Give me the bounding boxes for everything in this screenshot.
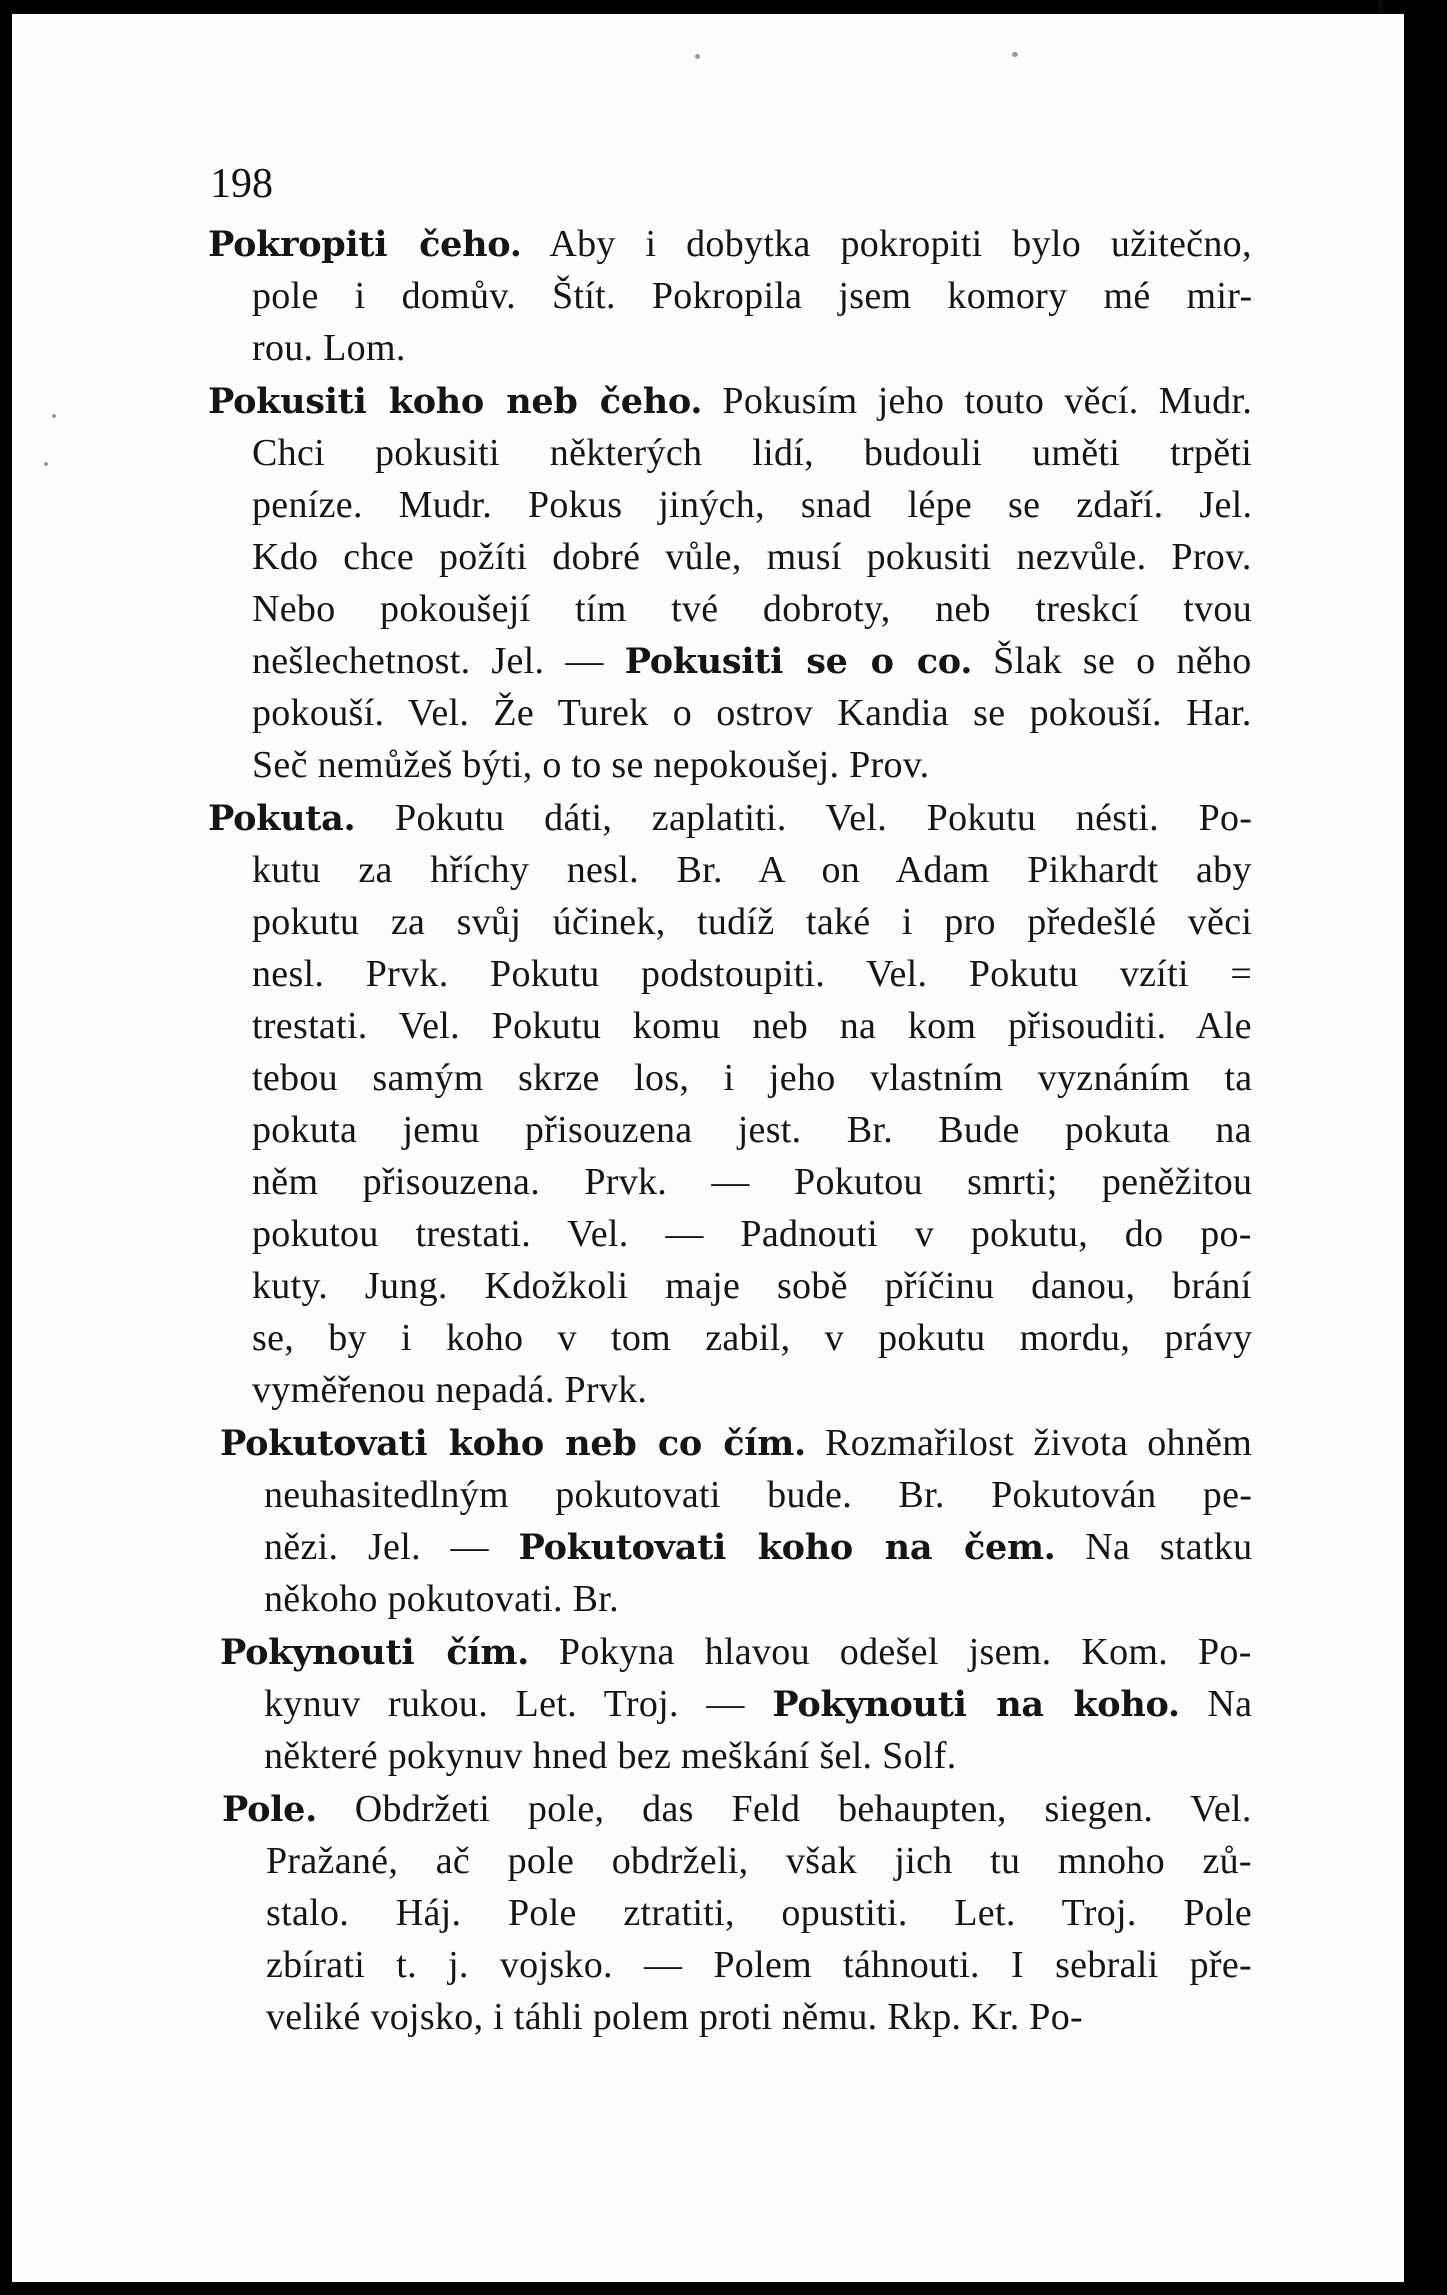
entry-headword-line: [208, 218, 1252, 271]
text-run: nesl. Prvk. Pokutu podstoupiti. Vel. Pokutu vzíti =: [252, 953, 1253, 995]
entry-text-line: [252, 844, 1252, 896]
text-run: veliké vojsko, i táhli polem proti němu. Rkp. Kr. Po-: [266, 1996, 1083, 2038]
text-run: něm přisouzena. Prvk. — Pokutou smrti; peněžitou: [252, 1161, 1253, 1203]
entry-text-line: [252, 635, 1252, 688]
text-run: kynuv rukou. Let. Troj. —: [264, 1683, 773, 1725]
entry-text-line: [252, 1000, 1252, 1052]
text-run: pole i domův. Štít. Pokropila jsem komory mé mir-: [252, 275, 1253, 317]
text-run: Rozmařilost života ohněm: [805, 1422, 1253, 1464]
entry-text-line: [252, 479, 1252, 531]
text-run: pokuta jemu přisouzena jest. Br. Bude pokuta na: [252, 1109, 1252, 1151]
entry-text-line: [252, 1052, 1252, 1104]
entry-headword-line: [220, 1417, 1252, 1470]
entry-text-line: [252, 1156, 1252, 1208]
headword: Pokynouti čím.: [220, 1632, 529, 1673]
entry-text-line: [252, 896, 1252, 948]
headword: Pokropiti čeho.: [208, 224, 522, 265]
entry-headword-line: [220, 1626, 1252, 1679]
text-run: pokouší. Vel. Že Turek o ostrov Kandia se pokouší. Har.: [252, 692, 1252, 734]
entry-text-line: [252, 948, 1252, 1000]
text-run: vyměřenou nepadá. Prvk.: [252, 1369, 648, 1411]
entry-headword-line: [208, 792, 1252, 845]
entry-text-line: [252, 687, 1252, 739]
text-run: se, by i koho v tom zabil, v pokutu mordu, právy: [252, 1317, 1253, 1359]
text-run: Pokutu dáti, zaplatiti. Vel. Pokutu nésti. Po-: [355, 797, 1253, 839]
text-run: tebou samým skrze los, i jeho vlastním vyznáním ta: [252, 1057, 1253, 1099]
text-run: kutu za hříchy nesl. Br. A on Adam Pikhardt aby: [252, 849, 1252, 891]
text-run: Pokusím jeho touto věcí. Mudr.: [702, 380, 1253, 422]
text-run: Chci pokusiti některých lidí, budouli uměti trpěti: [252, 432, 1253, 474]
entry-text-line: [264, 1678, 1252, 1731]
headword: Pokynouti na koho.: [772, 1684, 1180, 1725]
text-run: Šlak se o něho: [972, 640, 1252, 682]
text-run: Na: [1179, 1683, 1253, 1725]
text-run: některé pokynuv hned bez meškání šel. Solf.: [264, 1735, 957, 1777]
text-run: Kdo chce požíti dobré vůle, musí pokusiti nezvůle. Prov.: [252, 536, 1252, 578]
text-run: někoho pokutovati. Br.: [264, 1578, 619, 1620]
entry-headword-line: [208, 375, 1252, 428]
text-run: Seč nemůžeš býti, o to se nepokoušej. Prov.: [252, 744, 930, 786]
entry-text-line: [252, 1104, 1252, 1156]
text-run: stalo. Háj. Pole ztratiti, opustiti. Let. Troj. Pole: [266, 1892, 1253, 1934]
entry-text-line: [252, 1260, 1252, 1312]
entry-text-line: [264, 1730, 957, 1782]
headword: Pokusiti koho neb čeho.: [208, 381, 703, 422]
text-run: Na statku: [1055, 1526, 1253, 1568]
text-run: rou. Lom.: [252, 327, 406, 369]
text-run: nězi. Jel. —: [264, 1526, 519, 1568]
text-run: nešlechetnost. Jel. —: [252, 640, 625, 682]
headword: Pole.: [222, 1789, 317, 1830]
entry-text-line: [252, 583, 1252, 635]
text-run: neuhasitedlným pokutovati bude. Br. Pokutován pe-: [264, 1474, 1253, 1516]
entry-text-line: [252, 427, 1252, 479]
text-run: peníze. Mudr. Pokus jiných, snad lépe se zdaří. Jel.: [252, 484, 1253, 526]
entry-text-line: [252, 531, 1252, 583]
text-run: pokutou trestati. Vel. — Padnouti v pokutu, do po-: [252, 1213, 1252, 1255]
entry-text-line: [252, 739, 929, 791]
text-run: Aby i dobytka pokropiti bylo užitečno,: [521, 223, 1252, 265]
headword: Pokutovati koho neb co čím.: [220, 1423, 806, 1464]
text-run: trestati. Vel. Pokutu komu neb na kom přisouditi. Ale: [252, 1005, 1252, 1047]
headword: Pokuta.: [208, 798, 356, 839]
text-run: zbírati t. j. vojsko. — Polem táhnouti. I sebrali pře-: [266, 1944, 1252, 1986]
text-run: pokutu za svůj účinek, tudíž také i pro předešlé věci: [252, 901, 1253, 943]
page-number: 198: [210, 161, 273, 207]
headword: Pokusiti se o co.: [624, 641, 973, 682]
text-run: Nebo pokoušejí tím tvé dobroty, neb treskcí tvou: [252, 588, 1253, 630]
entry-text-line: [252, 1364, 647, 1416]
entry-text-line: [266, 1939, 1252, 1991]
entry-text-line: [264, 1573, 619, 1625]
text-run: Pražané, ač pole obdrželi, však jich tu mnoho zů-: [266, 1840, 1252, 1882]
entry-text-line: [252, 1208, 1252, 1260]
entry-headword-line: [222, 1783, 1252, 1836]
entry-text-line: [266, 1991, 1083, 2043]
text-run: kuty. Jung. Kdožkoli maje sobě příčinu danou, brání: [252, 1265, 1252, 1307]
text-run: Pokyna hlavou odešel jsem. Kom. Po-: [528, 1631, 1252, 1673]
entry-text-line: [252, 322, 406, 374]
entry-text-line: [264, 1469, 1252, 1521]
entry-text-line: [266, 1835, 1252, 1887]
entry-text-line: [252, 270, 1252, 322]
entry-text-line: [252, 1312, 1252, 1364]
entry-text-line: [264, 1521, 1252, 1574]
text-run: Obdržeti pole, das Feld behaupten, siegen. Vel.: [316, 1788, 1252, 1830]
entry-text-line: [266, 1887, 1252, 1939]
headword: Pokutovati koho na čem.: [518, 1527, 1056, 1568]
